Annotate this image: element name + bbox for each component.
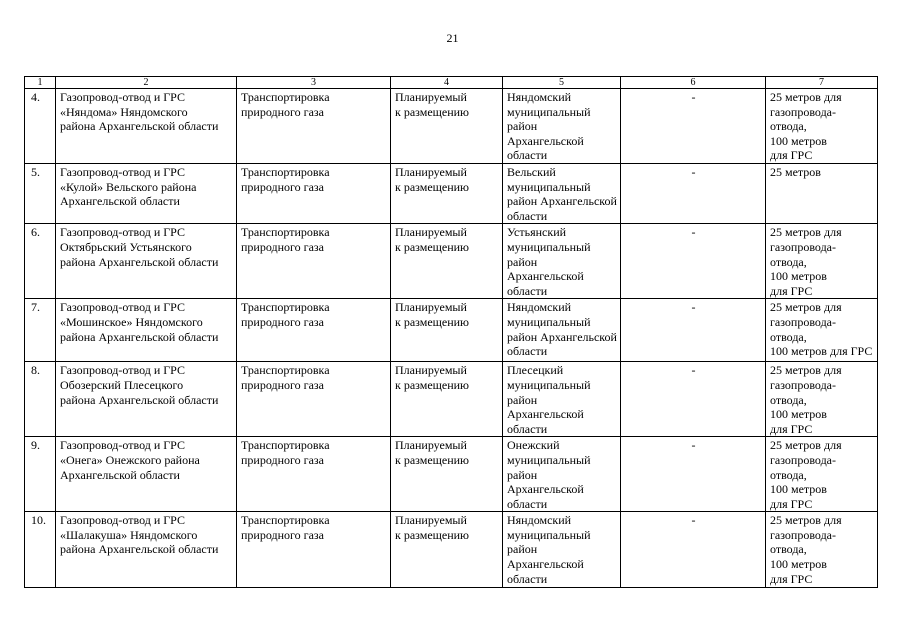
cell-line: для ГРС bbox=[770, 496, 813, 511]
cell-line: Устьянский bbox=[507, 225, 567, 240]
cell-line: для ГРС bbox=[770, 283, 813, 298]
cell-line: Обозерский Плесецкого bbox=[60, 377, 184, 392]
cell-line: Вельский bbox=[507, 165, 556, 179]
cell-line: Газопровод-отвод и ГРС bbox=[60, 363, 186, 378]
cell-line: области bbox=[507, 421, 548, 436]
object-name-cell bbox=[56, 362, 237, 437]
status-cell bbox=[391, 164, 503, 224]
cell-line: Транспортировка bbox=[241, 225, 330, 240]
zone-cell bbox=[766, 512, 878, 588]
location-cell bbox=[503, 164, 621, 224]
cell-line: «Шалакуша» Няндомского bbox=[60, 527, 198, 542]
page-number: 21 bbox=[446, 31, 459, 45]
cell-line: Газопровод-отвод и ГРС bbox=[60, 90, 186, 104]
cell-line: газопровода- bbox=[770, 314, 837, 329]
column-6-cell: - bbox=[621, 164, 766, 224]
cell-line: «Кулой» Вельского района bbox=[60, 179, 197, 194]
table-row bbox=[25, 164, 878, 224]
cell-line: природного газа bbox=[241, 452, 324, 467]
row-number-cell: 9. bbox=[25, 437, 56, 512]
cell-line: Транспортировка bbox=[241, 300, 330, 315]
cell-line: Газопровод-отвод и ГРС bbox=[60, 225, 186, 240]
cell-line: природного газа bbox=[241, 239, 324, 254]
location-cell bbox=[503, 512, 621, 588]
purpose-cell bbox=[237, 299, 391, 362]
objects-table bbox=[24, 76, 878, 588]
row-number-cell: 6. bbox=[25, 224, 56, 299]
table-row bbox=[25, 89, 878, 164]
cell-line: 25 метров для bbox=[770, 513, 842, 528]
cell-line: 100 метров bbox=[770, 269, 827, 284]
cell-line: природного газа bbox=[241, 527, 324, 542]
cell-line: 25 метров bbox=[770, 165, 821, 179]
cell-line: природного газа bbox=[241, 104, 324, 119]
column-6-cell: - bbox=[621, 362, 766, 437]
zone-cell bbox=[766, 89, 878, 164]
table-row bbox=[25, 224, 878, 299]
table-row bbox=[25, 437, 878, 512]
location-cell bbox=[503, 224, 621, 299]
cell-line: для ГРС bbox=[770, 421, 813, 436]
cell-line: 100 метров bbox=[770, 482, 827, 497]
zone-cell bbox=[766, 299, 878, 362]
column-6-cell: - bbox=[621, 299, 766, 362]
location-cell bbox=[503, 437, 621, 512]
cell-line: 100 метров bbox=[770, 133, 827, 148]
row-number-cell: 7. bbox=[25, 299, 56, 362]
cell-line: для ГРС bbox=[770, 148, 813, 163]
cell-line: природного газа bbox=[241, 377, 324, 392]
cell-line: отвода, bbox=[770, 467, 807, 482]
location-cell bbox=[503, 299, 621, 362]
cell-line: Газопровод-отвод и ГРС bbox=[60, 513, 186, 528]
cell-line: «Мошинское» Няндомского bbox=[60, 314, 203, 329]
cell-line: Планируемый bbox=[395, 300, 467, 315]
purpose-cell bbox=[237, 89, 391, 164]
purpose-cell bbox=[237, 164, 391, 224]
cell-line: «Онега» Онежского района bbox=[60, 452, 200, 467]
cell-line: муниципальный bbox=[507, 239, 591, 254]
cell-line: муниципальный bbox=[507, 314, 591, 329]
cell-line: Архангельской bbox=[507, 133, 584, 148]
column-6-cell: - bbox=[621, 89, 766, 164]
zone-cell bbox=[766, 362, 878, 437]
cell-line: для ГРС bbox=[770, 571, 813, 586]
purpose-cell bbox=[237, 437, 391, 512]
cell-line: Октябрьский Устьянского bbox=[60, 239, 192, 254]
cell-line: к размещению bbox=[395, 314, 470, 329]
zone-cell bbox=[766, 224, 878, 299]
cell-line: 25 метров для bbox=[770, 90, 842, 104]
table-body bbox=[25, 89, 878, 588]
cell-line: Архангельской bbox=[507, 482, 584, 497]
cell-line: области bbox=[507, 148, 548, 163]
table-row bbox=[25, 299, 878, 362]
purpose-cell bbox=[237, 512, 391, 588]
status-cell bbox=[391, 224, 503, 299]
cell-line: муниципальный bbox=[507, 377, 591, 392]
header-cell: 5 bbox=[503, 77, 621, 89]
location-cell bbox=[503, 362, 621, 437]
cell-line: 25 метров для bbox=[770, 363, 842, 378]
cell-line: природного газа bbox=[241, 314, 324, 329]
cell-line: 25 метров для bbox=[770, 300, 842, 315]
zone-cell bbox=[766, 164, 878, 224]
cell-line: к размещению bbox=[395, 239, 470, 254]
cell-line: газопровода- bbox=[770, 377, 837, 392]
zone-cell bbox=[766, 437, 878, 512]
table-row bbox=[25, 512, 878, 588]
cell-line: Няндомский bbox=[507, 300, 572, 315]
cell-line: Няндомский bbox=[507, 90, 572, 104]
cell-line: отвода, bbox=[770, 329, 807, 344]
cell-line: Газопровод-отвод и ГРС bbox=[60, 438, 186, 453]
cell-line: Планируемый bbox=[395, 165, 467, 179]
header-cell: 1 bbox=[25, 77, 56, 89]
header-cell: 3 bbox=[237, 77, 391, 89]
object-name-cell bbox=[56, 299, 237, 362]
cell-line: «Няндома» Няндомского bbox=[60, 104, 188, 119]
row-number-cell: 5. bbox=[25, 164, 56, 224]
cell-line: Плесецкий bbox=[507, 363, 564, 378]
purpose-cell bbox=[237, 224, 391, 299]
cell-line: газопровода- bbox=[770, 527, 837, 542]
cell-line: газопровода- bbox=[770, 452, 837, 467]
cell-line: 100 метров bbox=[770, 407, 827, 422]
cell-line: природного газа bbox=[241, 179, 324, 194]
cell-line: области bbox=[507, 208, 548, 223]
cell-line: Планируемый bbox=[395, 513, 467, 528]
cell-line: Планируемый bbox=[395, 363, 467, 378]
column-6-cell: - bbox=[621, 437, 766, 512]
cell-line: муниципальный bbox=[507, 452, 591, 467]
cell-line: район bbox=[507, 542, 538, 557]
cell-line: Архангельской bbox=[507, 269, 584, 284]
cell-line: Планируемый bbox=[395, 225, 467, 240]
cell-line: Планируемый bbox=[395, 90, 467, 104]
cell-line: район Архангельской bbox=[507, 329, 617, 344]
cell-line: район bbox=[507, 392, 538, 407]
cell-line: района Архангельской области bbox=[60, 254, 219, 269]
cell-line: 100 метров для ГРС bbox=[770, 344, 873, 359]
cell-line: Транспортировка bbox=[241, 513, 330, 528]
cell-line: Транспортировка bbox=[241, 90, 330, 104]
table-row bbox=[25, 362, 878, 437]
status-cell bbox=[391, 437, 503, 512]
location-cell bbox=[503, 89, 621, 164]
header-cell: 7 bbox=[766, 77, 878, 89]
row-number-cell: 8. bbox=[25, 362, 56, 437]
column-6-cell: - bbox=[621, 224, 766, 299]
cell-line: отвода, bbox=[770, 542, 807, 557]
cell-line: 100 метров bbox=[770, 557, 827, 572]
row-number-cell: 10. bbox=[25, 512, 56, 588]
cell-line: Планируемый bbox=[395, 438, 467, 453]
cell-line: области bbox=[507, 344, 548, 359]
cell-line: Архангельской bbox=[507, 407, 584, 422]
cell-line: 25 метров для bbox=[770, 225, 842, 240]
column-6-cell: - bbox=[621, 512, 766, 588]
cell-line: Транспортировка bbox=[241, 438, 330, 453]
status-cell bbox=[391, 299, 503, 362]
cell-line: отвода, bbox=[770, 119, 807, 134]
purpose-cell bbox=[237, 362, 391, 437]
header-cell: 4 bbox=[391, 77, 503, 89]
cell-line: к размещению bbox=[395, 452, 470, 467]
cell-line: район bbox=[507, 467, 538, 482]
cell-line: муниципальный bbox=[507, 527, 591, 542]
cell-line: области bbox=[507, 496, 548, 511]
cell-line: район bbox=[507, 254, 538, 269]
cell-line: газопровода- bbox=[770, 104, 837, 119]
cell-line: к размещению bbox=[395, 377, 470, 392]
object-name-cell bbox=[56, 164, 237, 224]
cell-line: к размещению bbox=[395, 179, 470, 194]
status-cell bbox=[391, 362, 503, 437]
cell-line: отвода, bbox=[770, 254, 807, 269]
cell-line: Транспортировка bbox=[241, 165, 330, 179]
cell-line: Архангельской области bbox=[60, 194, 180, 209]
cell-line: области bbox=[507, 283, 548, 298]
cell-line: района Архангельской области bbox=[60, 119, 219, 134]
cell-line: район Архангельской bbox=[507, 194, 617, 209]
object-name-cell bbox=[56, 512, 237, 588]
cell-line: Газопровод-отвод и ГРС bbox=[60, 300, 186, 315]
object-name-cell bbox=[56, 224, 237, 299]
cell-line: газопровода- bbox=[770, 239, 837, 254]
cell-line: района Архангельской области bbox=[60, 329, 219, 344]
cell-line: Няндомский bbox=[507, 513, 572, 528]
row-number-cell: 4. bbox=[25, 89, 56, 164]
cell-line: к размещению bbox=[395, 104, 470, 119]
cell-line: района Архангельской области bbox=[60, 392, 219, 407]
table-header-row bbox=[25, 77, 878, 89]
cell-line: Онежский bbox=[507, 438, 560, 453]
cell-line: области bbox=[507, 571, 548, 586]
cell-line: Архангельской bbox=[507, 557, 584, 572]
cell-line: Архангельской области bbox=[60, 467, 180, 482]
cell-line: 25 метров для bbox=[770, 438, 842, 453]
object-name-cell bbox=[56, 89, 237, 164]
cell-line: муниципальный bbox=[507, 104, 591, 119]
cell-line: к размещению bbox=[395, 527, 470, 542]
status-cell bbox=[391, 89, 503, 164]
object-name-cell bbox=[56, 437, 237, 512]
cell-line: Газопровод-отвод и ГРС bbox=[60, 165, 186, 179]
status-cell bbox=[391, 512, 503, 588]
cell-line: муниципальный bbox=[507, 179, 591, 194]
header-cell: 6 bbox=[621, 77, 766, 89]
cell-line: района Архангельской области bbox=[60, 542, 219, 557]
header-cell: 2 bbox=[56, 77, 237, 89]
cell-line: район bbox=[507, 119, 538, 134]
cell-line: Транспортировка bbox=[241, 363, 330, 378]
cell-line: отвода, bbox=[770, 392, 807, 407]
